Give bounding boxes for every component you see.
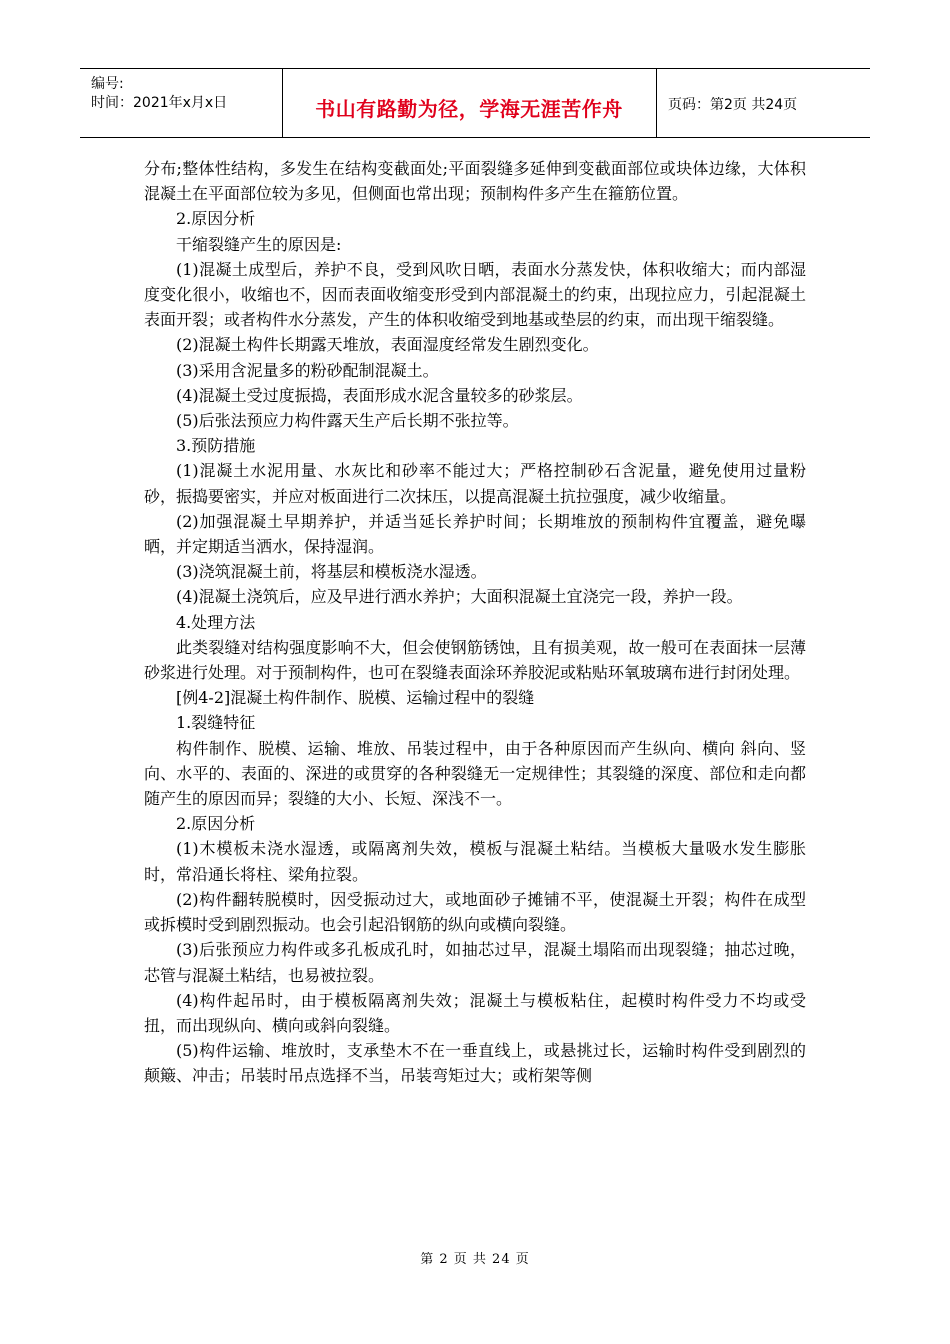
body-paragraph: (3)后张预应力构件或多孔板成孔时，如抽芯过早，混凝土塌陷而出现裂缝；抽芯过晚，芯管与混凝土粘结，也易被拉裂。 — [144, 940, 806, 985]
document-time-label: 时间：2021年x月x日 — [91, 95, 228, 111]
body-paragraph: 3.预防措施 — [176, 436, 256, 456]
document-header — [80, 68, 870, 138]
body-paragraph: (1)混凝土成型后，养护不良，受到风吹日晒，表面水分蒸发快，体积收缩大；而内部湿度变化很小，收缩也不，因而表面收缩变形受到内部混凝土的约束，出现拉应力，引起混凝土表面开裂；或者构件水分蒸发，产生的体积收缩受到地基或垫层的约束，而出现干缩裂缝。 — [144, 259, 806, 330]
document-code-label: 编号: — [91, 76, 124, 92]
body-paragraph: 2.原因分析 — [176, 209, 256, 229]
body-paragraph: (5)构件运输、堆放时，支承垫木不在一垂直线上，或悬挑过长，运输时构件受到剧烈的颠簸、冲击；吊装时吊点选择不当，吊装弯矩过大；或桁架等侧 — [144, 1041, 806, 1086]
body-paragraph: [例4-2]混凝土构件制作、脱模、运输过程中的裂缝 — [176, 688, 535, 708]
body-paragraph: (3)浇筑混凝土前，将基层和模板浇水湿透。 — [176, 562, 487, 582]
body-paragraph: 4.处理方法 — [176, 612, 256, 632]
body-paragraph: (3)采用含泥量多的粉砂配制混凝土。 — [176, 360, 439, 380]
header-meta — [80, 69, 283, 137]
body-paragraph: 此类裂缝对结构强度影响不大，但会使钢筋锈蚀，且有损美观，故一般可在表面抹一层薄砂浆进行处理。对于预制构件，也可在裂缝表面涂环养胶泥或粘贴环氧玻璃布进行封闭处理。 — [144, 637, 806, 683]
body-paragraph: (1)木模板未浇水湿透，或隔离剂失效，模板与混凝土粘结。当模板大量吸水发生膨胀时，常沿通长将柱、梁角拉裂。 — [144, 839, 806, 884]
body-paragraph: (1)混凝土水泥用量、水灰比和砂率不能过大；严格控制砂石含泥量，避免使用过量粉砂，振捣要密实，并应对板面进行二次抹压，以提高混凝土抗拉强度，减少收缩量。 — [144, 461, 806, 506]
body-paragraph: (2)混凝土构件长期露天堆放，表面湿度经常发生剧烈变化。 — [176, 335, 599, 355]
body-paragraph: (5)后张法预应力构件露天生产后长期不张拉等。 — [176, 411, 519, 431]
body-paragraph: 2.原因分析 — [176, 814, 256, 834]
body-paragraph: 构件制作、脱模、运输、堆放、吊装过程中，由于各种原因而产生纵向、横向 斜向、竖向、水平的、表面的、深进的或贯穿的各种裂缝无一定规律性；其裂缝的深度、部位和走向都随产生的原因而异；裂缝的大小、长短、深浅不一。 — [144, 738, 806, 809]
body-paragraph: (4)构件起吊时，由于模板隔离剂失效；混凝土与模板粘住，起模时构件受力不均或受扭，而出现纵向、横向或斜向裂缝。 — [144, 990, 806, 1035]
body-paragraph: (2)构件翻转脱模时，因受振动过大，或地面砂子摊铺不平，使混凝土开裂；构件在成型或拆模时受到剧烈振动。也会引起沿钢筋的纵向或横向裂缝。 — [144, 889, 806, 935]
header-motto: 书山有路勤为径，学海无涯苦作舟 — [315, 97, 623, 121]
document-body — [144, 156, 806, 1089]
header-page-info: 页码：第2页 共24页 — [668, 97, 798, 113]
header-page-cell — [656, 69, 870, 137]
body-paragraph: (4)混凝土浇筑后，应及早进行洒水养护；大面积混凝土宜浇完一段，养护一段。 — [176, 587, 743, 607]
body-paragraph: 1.裂缝特征 — [176, 713, 256, 733]
body-paragraph: 分布;整体性结构，多发生在结构变截面处;平面裂缝多延伸到变截面部位或块体边缘，大体积混凝土在平面部位较为多见，但侧面也常出现；预制构件多产生在箍筋位置。 — [144, 159, 806, 204]
header-motto-cell — [282, 69, 657, 137]
body-paragraph: (4)混凝土受过度振捣，表面形成水泥含量较多的砂浆层。 — [176, 385, 583, 405]
page-footer: 第 2 页 共 24 页 — [420, 1252, 530, 1267]
body-paragraph: 干缩裂缝产生的原因是: — [176, 234, 342, 254]
body-paragraph: (2)加强混凝土早期养护，并适当延长养护时间；长期堆放的预制构件宜覆盖，避免曝晒，并定期适当洒水，保持湿润。 — [144, 511, 806, 557]
